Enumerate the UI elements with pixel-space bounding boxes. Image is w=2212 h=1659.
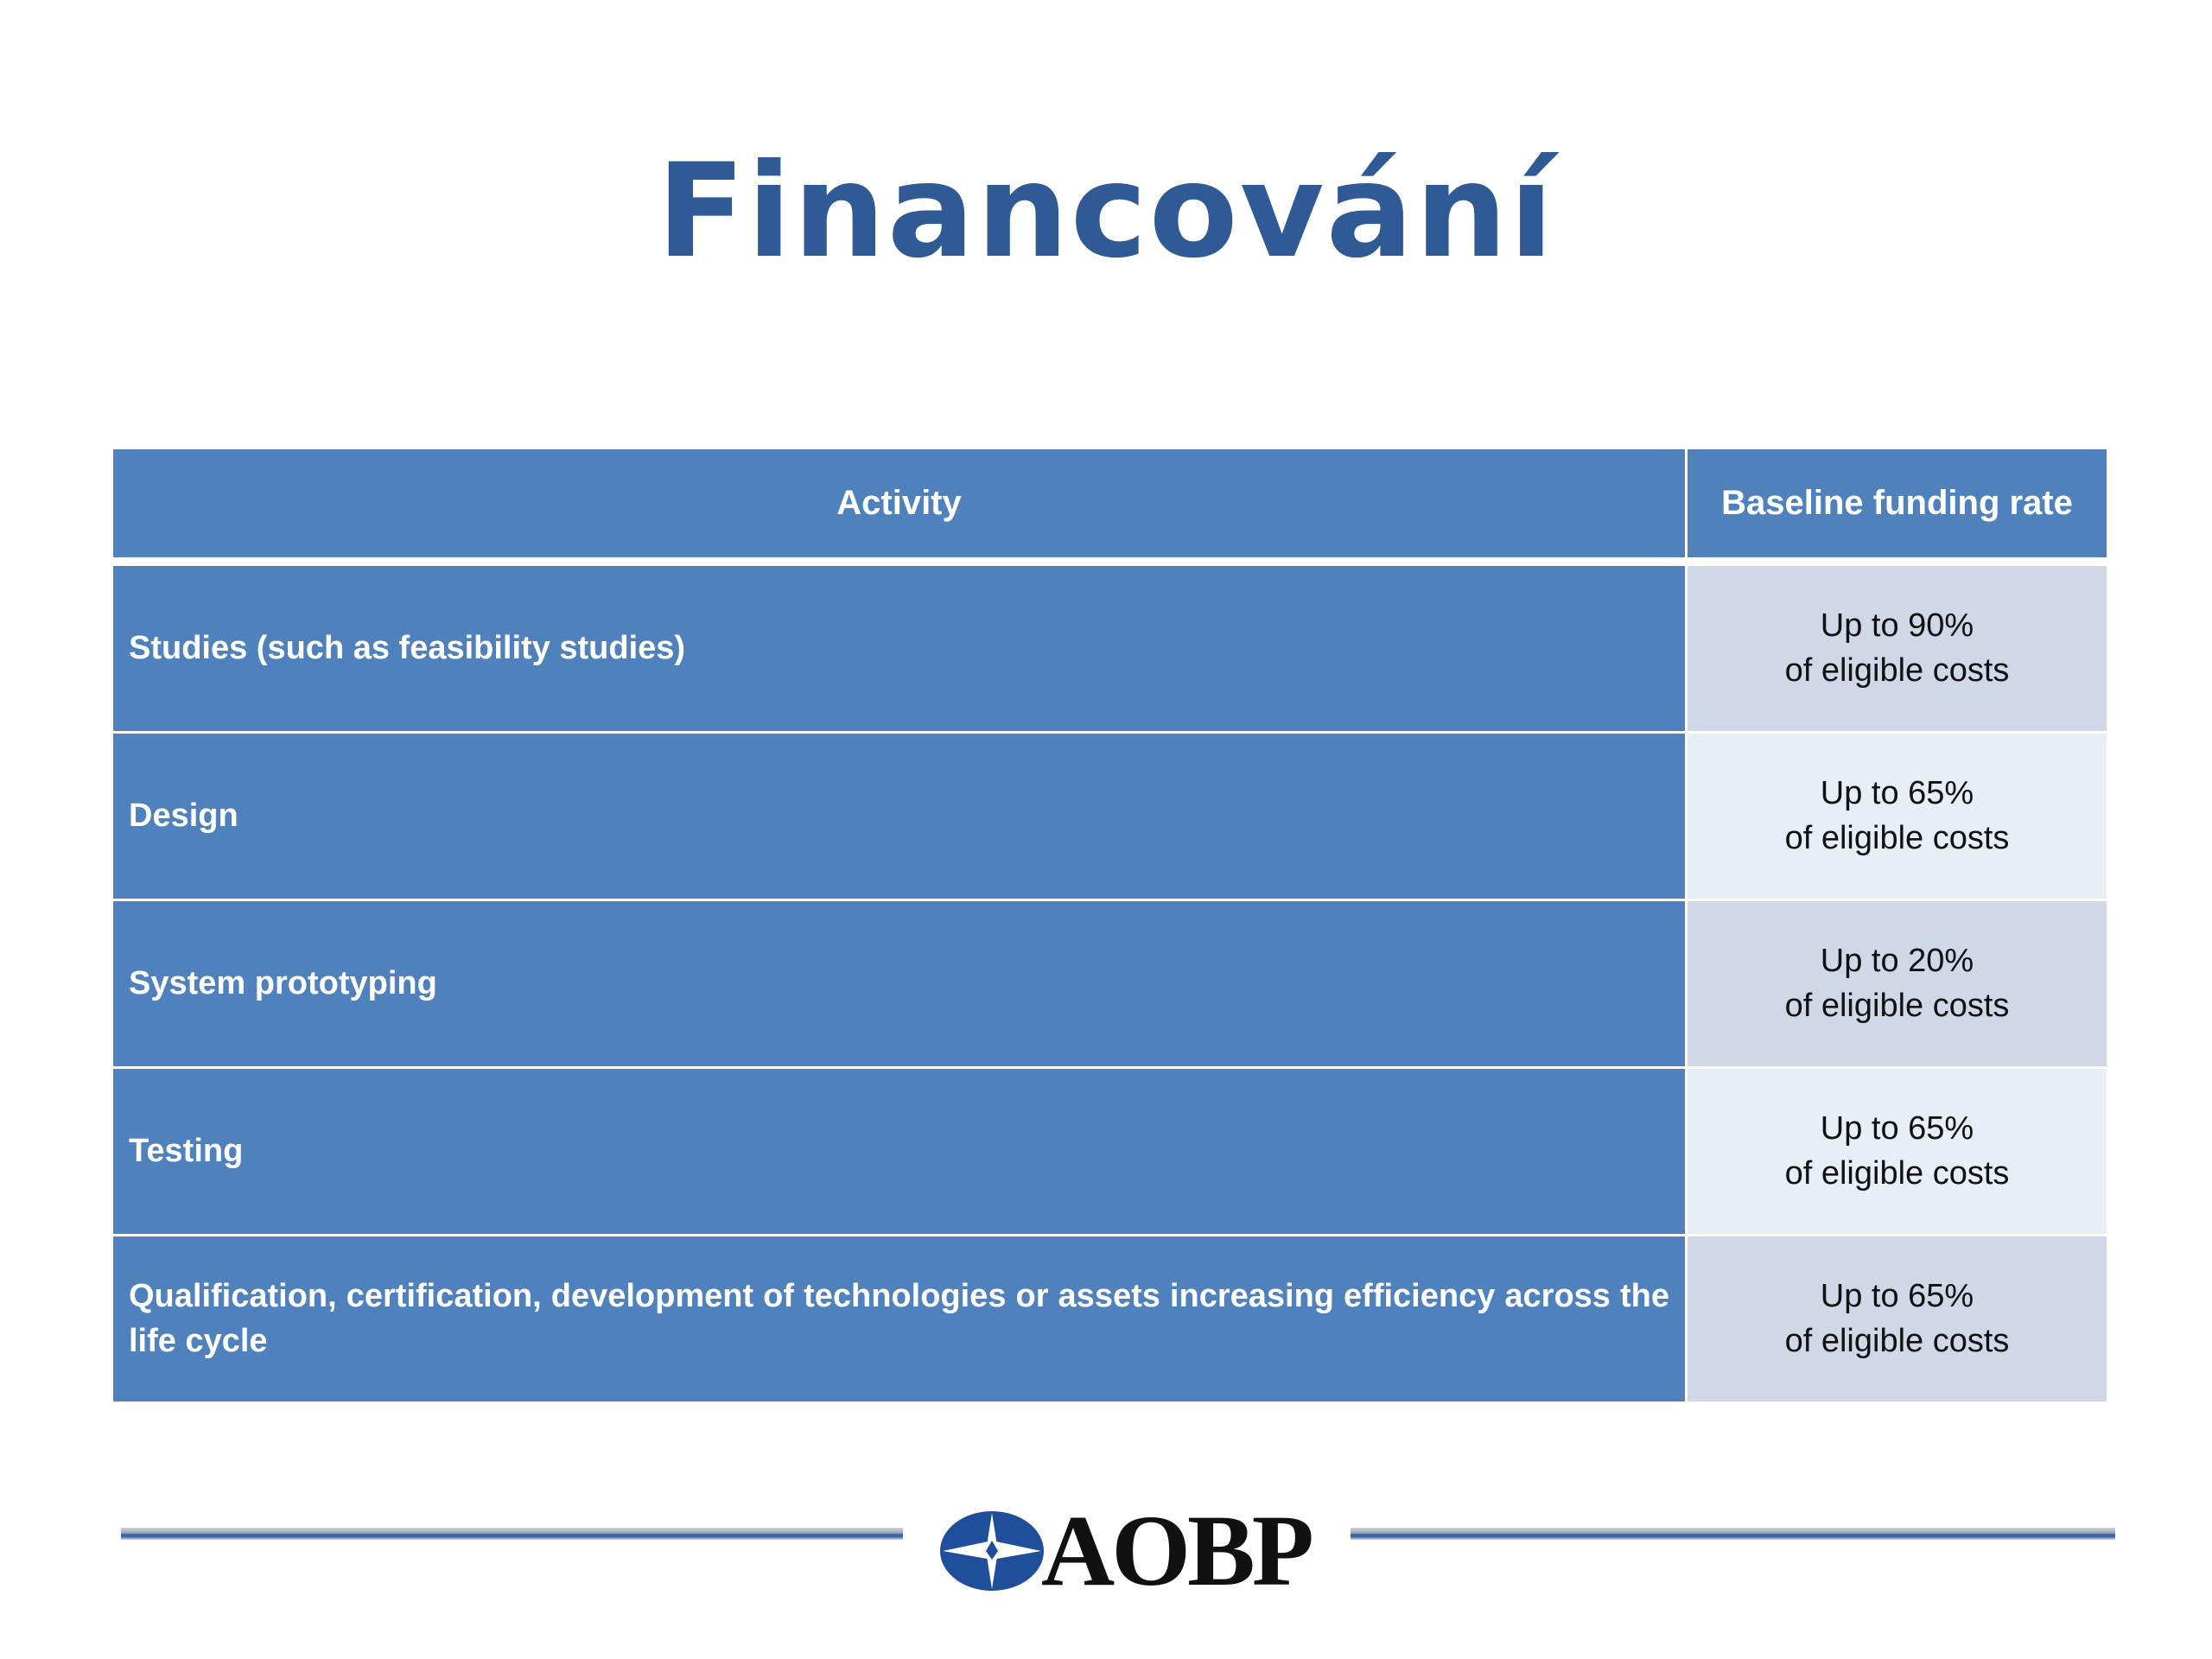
rate-value: Up to 65% — [1820, 1110, 1974, 1147]
table-header-row — [113, 449, 2107, 566]
table-row — [113, 901, 2107, 1069]
rate-value: Up to 65% — [1820, 1278, 1974, 1315]
slide-title: Financování — [657, 137, 1555, 287]
rate-cell — [1688, 901, 2107, 1066]
rate-note: of eligible costs — [1784, 652, 2010, 689]
aobp-logo — [938, 1494, 1318, 1607]
rate-cell — [1688, 1069, 2107, 1234]
rate-cell — [1688, 1236, 2107, 1402]
activity-cell: System prototyping — [113, 901, 1688, 1066]
footer-divider-left — [121, 1528, 903, 1540]
compass-star-icon — [938, 1508, 1046, 1594]
header-funding-rate: Baseline funding rate — [1688, 449, 2107, 557]
logo-text: AOBP — [1041, 1494, 1311, 1607]
rate-value: Up to 65% — [1820, 775, 1974, 812]
rate-note: of eligible costs — [1784, 1154, 2010, 1192]
header-activity: Activity — [113, 449, 1688, 557]
rate-value: Up to 90% — [1820, 607, 1974, 645]
activity-cell: Design — [113, 734, 1688, 899]
rate-value: Up to 20% — [1820, 943, 1974, 980]
rate-note: of eligible costs — [1784, 819, 2010, 856]
rate-cell — [1688, 566, 2107, 731]
activity-cell: Studies (such as feasibility studies) — [113, 566, 1688, 731]
table-row — [113, 1069, 2107, 1236]
rate-note: of eligible costs — [1784, 1322, 2010, 1359]
activity-cell: Testing — [113, 1069, 1688, 1234]
rate-note: of eligible costs — [1784, 987, 2010, 1024]
funding-table — [113, 449, 2107, 1402]
activity-cell: Qualification, certification, development of technologies or assets increasing efficiency across the life cycle — [113, 1236, 1688, 1402]
rate-cell — [1688, 734, 2107, 899]
table-row — [113, 734, 2107, 901]
table-row — [113, 1236, 2107, 1402]
footer-divider-right — [1351, 1528, 2115, 1540]
table-row — [113, 566, 2107, 734]
